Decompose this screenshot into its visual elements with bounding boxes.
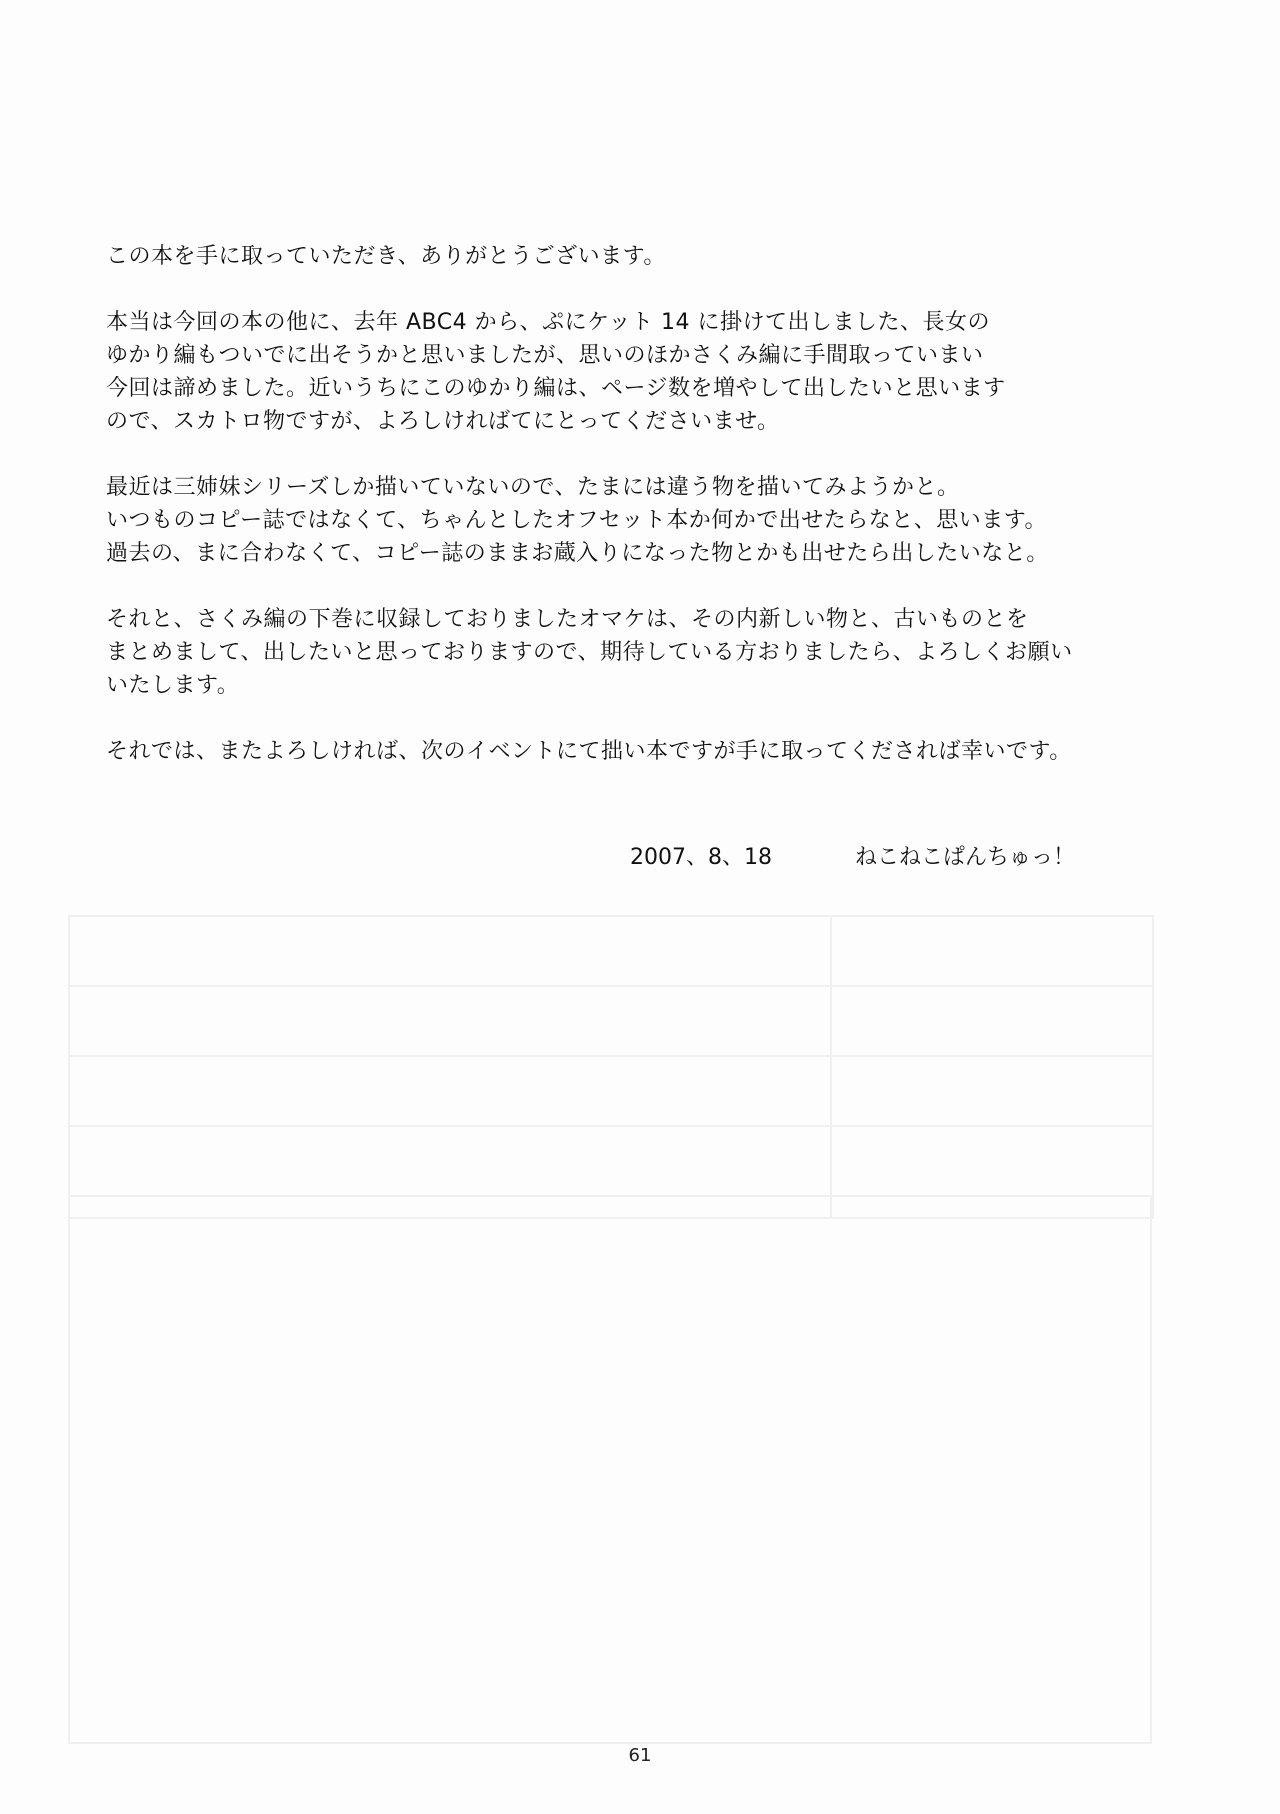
bleed-through-rule xyxy=(68,1055,1152,1057)
bleed-through-rule xyxy=(68,1125,1152,1127)
text-line: ゆかり編もついでに出そうかと思いましたが、思いのほかさくみ編に手間取っていまい xyxy=(106,343,984,368)
text-line: それでは、またよろしければ、次のイベントにて拙い本ですが手に取ってくだされば幸いです。 xyxy=(106,739,1072,764)
text-line: ので、スカトロ物ですが、よろしければてにとってくださいませ。 xyxy=(106,409,780,434)
bleed-through-rule xyxy=(68,985,1152,987)
paragraph-1 xyxy=(106,240,1196,273)
paragraph-2 xyxy=(106,306,1196,438)
paragraph-5 xyxy=(106,735,1196,768)
text-line: それと、さくみ編の下巻に収録しておりましたオマケは、その内新しい物と、古いものとを xyxy=(106,607,1029,632)
bleed-through-rule xyxy=(830,915,832,1217)
paragraph-3 xyxy=(106,471,1196,570)
text-line: 過去の、まに合わなくて、コピー誌のままお蔵入りになった物とかも出せたら出したいなと。 xyxy=(106,541,1049,566)
text-line: 最近は三姉妹シリーズしか描いていないので、たまには違う物を描いてみようかと。 xyxy=(106,475,960,500)
bleed-through-colophon xyxy=(68,1195,1152,1744)
text-line: この本を手に取っていただき、ありがとうございます。 xyxy=(106,244,666,269)
afterword-body xyxy=(106,240,1196,801)
bleed-through-table xyxy=(68,915,1154,1219)
signature-author: ねこねこぱんちゅっ！ xyxy=(855,845,1076,870)
signature xyxy=(630,843,1075,873)
paragraph-4 xyxy=(106,603,1196,702)
text-line: 本当は今回の本の他に、去年 ABC4 から、ぷにケット 14 に掛けて出しました、長女の xyxy=(106,310,990,335)
text-line: 今回は諦めました。近いうちにこのゆかり編は、ページ数を増やして出したいと思います xyxy=(106,376,1006,401)
page-number: 61 xyxy=(628,1745,652,1766)
signature-date: 2007、8、18 xyxy=(630,845,772,870)
text-line: いたします。 xyxy=(106,673,240,698)
text-line: まとめまして、出したいと思っておりますので、期待している方おりましたら、よろしくお願い xyxy=(106,640,1073,665)
text-line: いつものコピー誌ではなくて、ちゃんとしたオフセット本か何かで出せたらなと、思います。 xyxy=(106,508,1048,533)
